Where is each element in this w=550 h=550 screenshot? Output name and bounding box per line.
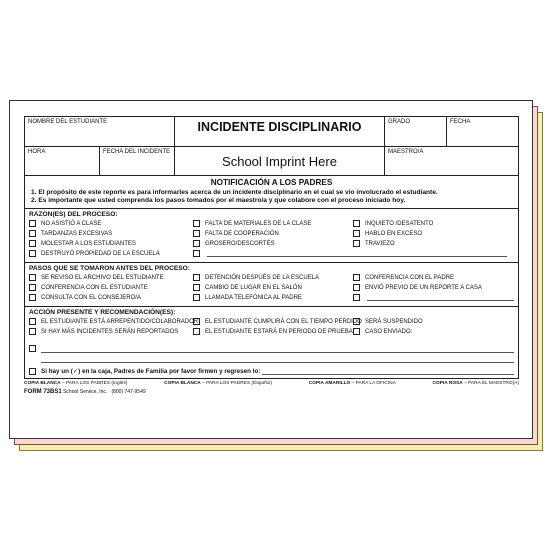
checkbox[interactable] xyxy=(193,318,200,325)
checkbox[interactable] xyxy=(29,368,36,375)
form-code: FORM 73BS1 xyxy=(24,388,62,395)
option-label: CASO ENVIADO: xyxy=(365,328,413,335)
step-option[interactable] xyxy=(353,283,514,293)
parent-signature-row xyxy=(24,366,519,379)
option-label: INQUIETO /DESATENTO xyxy=(365,220,434,227)
checkbox[interactable] xyxy=(353,284,360,291)
option-label: TRAVIEZO xyxy=(365,240,395,247)
teacher-field[interactable] xyxy=(385,147,518,175)
copy-label-3: COPIA AMARILLO – PARA LA OFICINA xyxy=(308,380,396,386)
option-label: TARDANZAS EXCESIVAS xyxy=(41,230,113,237)
checkbox[interactable] xyxy=(29,274,36,281)
checkbox[interactable] xyxy=(353,274,360,281)
reason-option[interactable] xyxy=(29,239,193,249)
option-label: CONSULTA CON EL CONSEJERO/A xyxy=(41,294,141,301)
checkbox[interactable] xyxy=(353,318,360,325)
reason-option[interactable] xyxy=(29,249,193,259)
form-footer xyxy=(24,389,519,395)
checkbox[interactable] xyxy=(353,240,360,247)
signature-instruction: Si hay un (✓) en la caja, Padres de Familia por favor firmen y regresen lo: xyxy=(41,367,261,375)
student-name-field[interactable] xyxy=(25,117,175,146)
header-row-2 xyxy=(24,146,519,176)
notice-line-1: 1. El propósito de este reporte es para informarles acerca de un incidente disciplinario en el cual se vio involucrado el estudiante. xyxy=(31,188,438,196)
reason-option[interactable] xyxy=(29,219,193,229)
option-label: ENVIÓ PREVIO DE UN REPORTE A CASA xyxy=(365,284,482,291)
option-label: SI HAY MÁS INCIDENTES SERÁN REPORTADOS xyxy=(41,328,179,335)
grade-label: GRADO xyxy=(388,119,411,125)
option-label: CONFERENCIA CON EL PADRE xyxy=(365,274,455,281)
step-option[interactable] xyxy=(193,293,353,303)
step-option[interactable] xyxy=(193,283,353,293)
option-label: CAMBIO DE LUGAR EN EL SALÓN xyxy=(205,284,302,291)
write-line[interactable] xyxy=(41,345,514,353)
time-label: HORA xyxy=(28,149,46,155)
checkbox[interactable] xyxy=(353,220,360,227)
write-line[interactable] xyxy=(41,355,514,363)
checkbox[interactable] xyxy=(29,240,36,247)
option-label: LLAMADA TELEFÓNICA AL PADRE xyxy=(205,294,302,301)
incident-date-field[interactable] xyxy=(100,147,175,175)
signature-line[interactable] xyxy=(262,368,514,375)
option-label: SERÁ SUSPENDIDO xyxy=(365,318,423,325)
checkbox[interactable] xyxy=(29,250,36,257)
checkbox[interactable] xyxy=(193,220,200,227)
date-field[interactable] xyxy=(447,117,518,146)
steps-section xyxy=(24,263,519,307)
checkbox[interactable] xyxy=(193,294,200,301)
reason-other-option[interactable] xyxy=(193,249,353,259)
checkbox[interactable] xyxy=(29,318,36,325)
student-name-label: NOMBRE DEL ESTUDIANTE xyxy=(28,119,108,125)
write-line-row[interactable] xyxy=(29,354,514,364)
option-label: FALTA DE MATERIALES DE LA CLASE xyxy=(205,220,312,227)
date-label: FECHA xyxy=(450,119,471,125)
reason-option[interactable] xyxy=(193,219,353,229)
other-action-lines xyxy=(24,340,519,366)
option-label: GROSERO/DESCORTÉS xyxy=(205,240,275,247)
reasons-title: RAZON(ES) DEL PROCESO: xyxy=(29,210,118,218)
checkbox[interactable] xyxy=(193,328,200,335)
checkbox[interactable] xyxy=(353,294,360,301)
action-option[interactable] xyxy=(193,327,353,337)
option-label: EL ESTUDIANTE CUMPLIRÁ CON EL TIEMPO PERDIDO xyxy=(205,318,362,325)
copy-distribution xyxy=(24,381,519,386)
checkbox[interactable] xyxy=(193,250,200,257)
checkbox[interactable] xyxy=(353,328,360,335)
option-label: EL ESTUDIANTE ESTÁ ARREPENTIDO/COLABORADOR xyxy=(41,318,199,325)
school-imprint: School Imprint Here xyxy=(175,147,385,175)
other-action-line[interactable] xyxy=(29,344,514,354)
step-other-option[interactable] xyxy=(353,293,514,303)
notice-line-2: 2. Es importante que usted comprenda los pasos tomados por el maestro/a y que colabore con el proceso iniciado hoy. xyxy=(31,197,406,204)
steps-title: PASOS QUE SE TOMARON ANTES DEL PROCESO: xyxy=(29,264,190,272)
checkbox[interactable] xyxy=(29,284,36,291)
copy-label-1: COPIA BLANCA – PARA LOS PADRES (Inglés) xyxy=(24,380,128,386)
reason-option[interactable] xyxy=(193,239,353,249)
checkbox[interactable] xyxy=(29,328,36,335)
action-option[interactable] xyxy=(29,317,199,327)
reasons-section xyxy=(24,209,519,263)
checkbox[interactable] xyxy=(193,230,200,237)
notice-heading: NOTIFICACIÓN A LOS PADRES xyxy=(210,178,333,187)
step-option[interactable] xyxy=(29,293,193,303)
copy-label-4: COPIA ROSA – PARA EL MAESTRO(A) xyxy=(432,380,519,386)
form-title: INCIDENTE DISCIPLINARIO xyxy=(175,117,385,146)
copy-label-2: COPIA BLANCA – PARA LOS PADRES (Español) xyxy=(164,380,273,386)
checkbox[interactable] xyxy=(353,230,360,237)
action-option[interactable] xyxy=(353,317,514,327)
option-label: DETENCIÓN DESPUÉS DE LA ESCUELA xyxy=(205,274,320,281)
checkbox[interactable] xyxy=(29,220,36,227)
reason-option[interactable] xyxy=(353,219,514,229)
reason-option[interactable] xyxy=(193,229,353,239)
option-label: SE REVISO EL ARCHIVO DEL ESTUDIANTE xyxy=(41,274,164,281)
option-label: MOLESTAR A LOS ESTUDIANTES xyxy=(41,240,136,247)
action-section xyxy=(24,307,519,340)
checkbox[interactable] xyxy=(29,345,36,352)
option-label: DESTRUYÓ PROPIEDAD DE LA ESCUELA xyxy=(41,250,160,257)
action-option[interactable] xyxy=(353,327,514,337)
action-option[interactable] xyxy=(29,327,193,337)
option-label: HABLO EN EXCESO xyxy=(365,230,423,237)
checkbox[interactable] xyxy=(193,240,200,247)
action-option[interactable] xyxy=(193,317,362,327)
option-label: CONFERENCIA CON EL ESTUDIANTE xyxy=(41,284,148,291)
other-step-line[interactable] xyxy=(367,294,514,301)
checkbox[interactable] xyxy=(193,274,200,281)
option-label: EL ESTUDIANTE ESTARÁ EN PERIODO DE PRUEBA xyxy=(205,328,353,335)
step-option[interactable] xyxy=(193,273,353,283)
option-label: FALTA DE COOPERACIÓN xyxy=(205,230,279,237)
header-row-1 xyxy=(24,116,519,146)
reason-option[interactable] xyxy=(29,229,193,239)
phone: (800) 747-9549 xyxy=(111,388,146,395)
step-option[interactable] xyxy=(353,273,514,283)
grade-field[interactable] xyxy=(385,117,447,146)
step-option[interactable] xyxy=(29,283,193,293)
reason-option[interactable] xyxy=(353,239,514,249)
checkbox[interactable] xyxy=(193,284,200,291)
publisher: School Service, Inc. xyxy=(63,388,108,395)
time-field[interactable] xyxy=(25,147,100,175)
parent-notice xyxy=(24,176,519,209)
step-option[interactable] xyxy=(29,273,193,283)
action-title: ACCIÓN PRESENTE Y RECOMENDACIÓN(ES): xyxy=(29,308,176,316)
incident-date-label: FECHA DEL INCIDENTE xyxy=(103,149,171,155)
checkbox[interactable] xyxy=(29,294,36,301)
reason-option[interactable] xyxy=(353,229,514,239)
checkbox[interactable] xyxy=(29,230,36,237)
option-label: NO ASISTIÓ A CLASE xyxy=(41,220,102,227)
incident-form xyxy=(24,116,519,395)
teacher-label: MAESTRO/A xyxy=(388,149,424,155)
